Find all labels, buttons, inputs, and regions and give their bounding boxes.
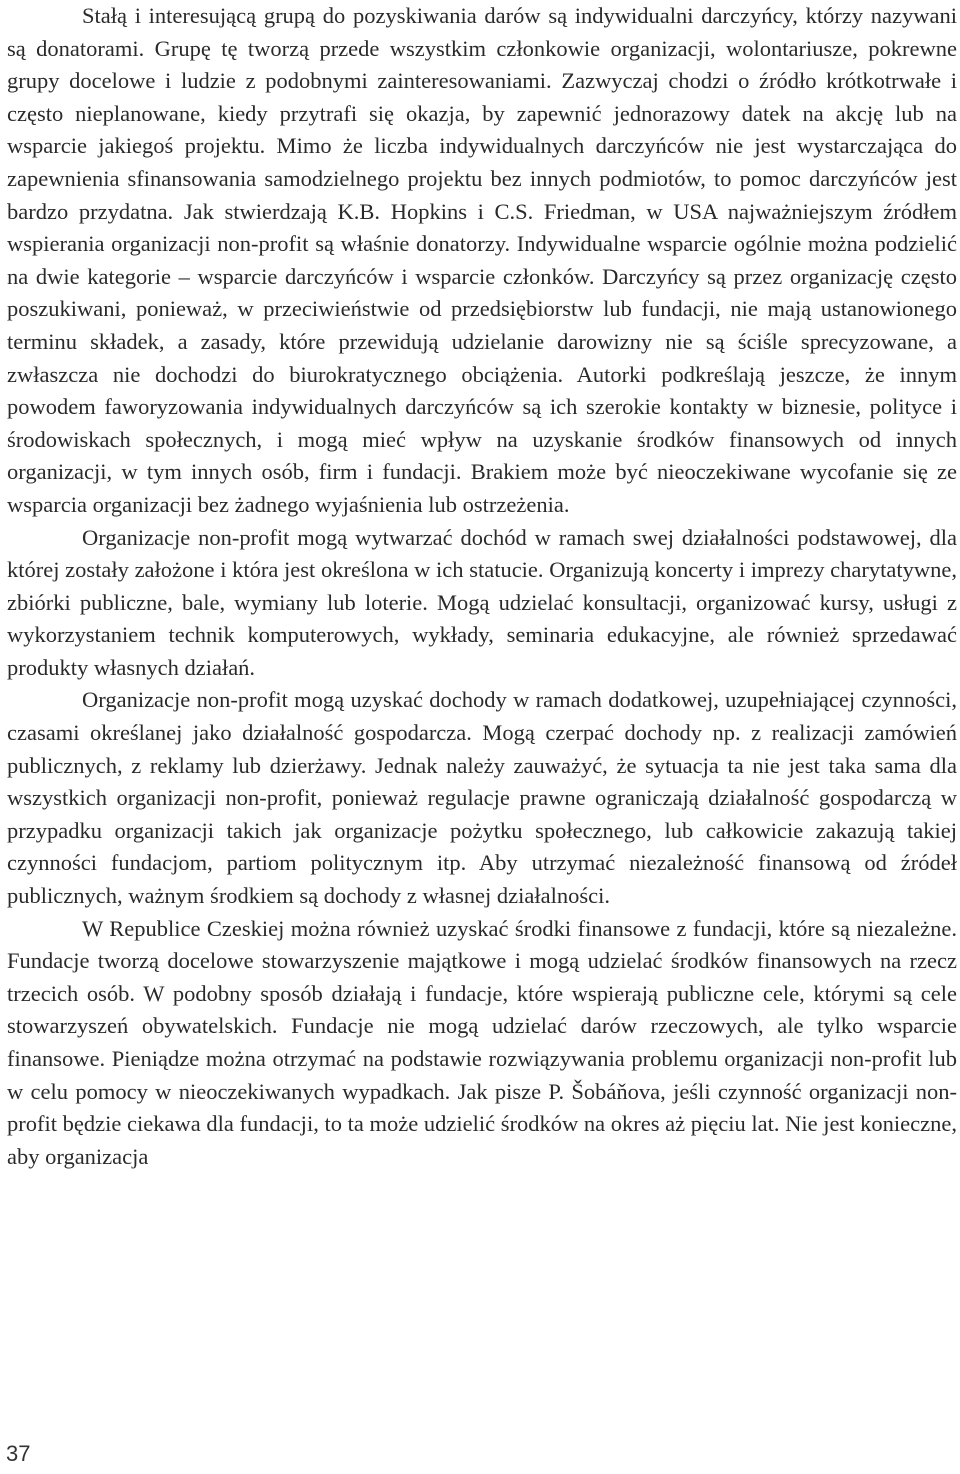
- paragraph-1: Stałą i interesującą grupą do pozyskiwania darów są indywidualni darczyńcy, którzy nazywani są donatorami. Grupę tę tworzą przede wszystkim członkowie organizacji, wolontariusze, pokrewne grupy docelowe i ludzie z podobnymi zainteresowaniami. Zazwyczaj chodzi o źródło krótkotrwałe i często nieplanowane, kiedy przytrafi się okazja, by zapewnić jednorazowy datek na akcję lub na wsparcie jakiegoś projektu. Mimo że liczba indywidualnych darczyńców nie jest wystarczająca do zapewnienia sfinansowania samodzielnego projektu bez innych podmiotów, to pomoc darczyńców jest bardzo przydatna. Jak stwierdzają K.B. Hopkins i C.S. Friedman, w USA najważniejszym źródłem wspierania organizacji non-profit są właśnie donatorzy. Indywidualne wsparcie ogólnie można podzielić na dwie kategorie – wsparcie darczyńców i wsparcie członków. Darczyńcy są przez organizację często poszukiwani, ponieważ, w przeciwieństwie od przedsiębiorstw lub fundacji, nie mają ustanowionego terminu składek, a zasady, które przewidują udzielanie darowizny nie są ściśle sprecyzowane, a zwłaszcza nie dochodzi do biurokratycznego obciążenia. Autorki podkreślają jeszcze, że innym powodem faworyzowania indywidualnych darczyńców są ich szerokie kontakty w biznesie, polityce i środowiskach społecznych, i mogą mieć wpływ na uzyskanie środków finansowych od innych organizacji, w tym innych osób, firm i fundacji. Brakiem może być nieoczekiwane wycofanie się ze wsparcia organizacji bez żadnego wyjaśnienia lub ostrzeżenia.: [7, 3, 957, 517]
- body-text: [7, 0, 957, 1173]
- paragraph-2: Organizacje non-profit mogą wytwarzać dochód w ramach swej działalności podstawowej, dla której zostały założone i która jest określona w ich statucie. Organizują koncerty i imprezy charytatywne, zbiórki publiczne, bale, wymiany lub loterie. Mogą udzielać konsultacji, organizować kursy, usługi z wykorzystaniem technik komputerowych, wykłady, seminaria edukacyjne, ale również sprzedawać produkty własnych działań.: [7, 524, 957, 680]
- page-number: 37: [6, 1441, 31, 1466]
- paragraph-3: Organizacje non-profit mogą uzyskać dochody w ramach dodatkowej, uzupełniającej czynności, czasami określanej jako działalność gospodarcza. Mogą czerpać dochody np. z realizacji zamówień publicznych, z reklamy lub dzierżawy. Jednak należy zauważyć, że sytuacja ta nie jest taka sama dla wszystkich organizacji non-profit, ponieważ regulacje prawne ograniczają działalność gospodarczą w przypadku organizacji takich jak organizacje pożytku społecznego, lub całkowicie zakazują takiej czynności fundacjom, partiom politycznym itp. Aby utrzymać niezależność finansową od źródeł publicznych, ważnym środkiem są dochody z własnej działalności.: [7, 687, 957, 909]
- paragraph-4: W Republice Czeskiej można również uzyskać środki finansowe z fundacji, które są niezależne. Fundacje tworzą docelowe stowarzyszenie majątkowe i mogą udzielać środków finansowych na rzecz trzecich osób. W podobny sposób działają i fundacje, które wspierają publiczne cele, którymi są cele stowarzyszeń obywatelskich. Fundacje nie mogą udzielać darów rzeczowych, ale tylko wsparcie finansowe. Pieniądze można otrzymać na podstawie rozwiązywania problemu organizacji non-profit lub w celu pomocy w nieoczekiwanych wypadkach. Jak pisze P. Šobáňova, jeśli czynność organizacji non-profit będzie ciekawa dla fundacji, to ta może udzielić środków na okres aż pięciu lat. Nie jest konieczne, aby organizacja: [7, 915, 957, 1169]
